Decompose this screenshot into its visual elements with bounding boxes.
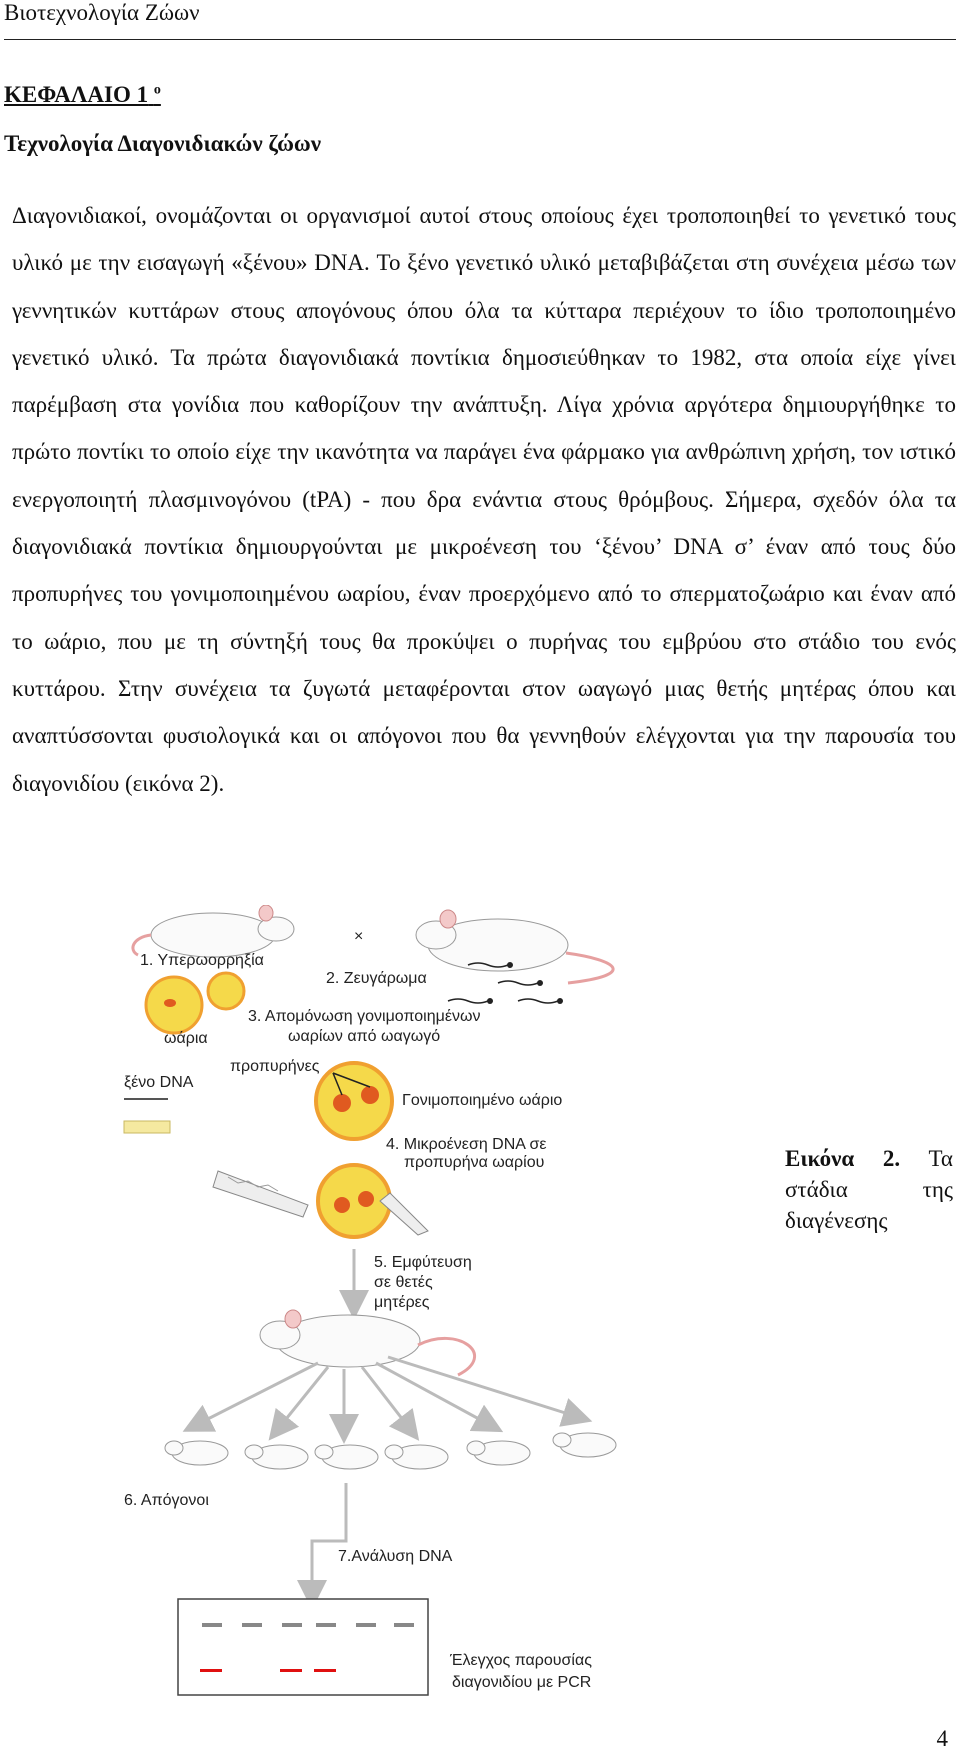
foreign-dna-label: ξένο DNA <box>124 1074 194 1091</box>
chapter-superscript: ο <box>153 82 161 98</box>
body-paragraph: Διαγονιδιακοί, ονομάζονται οι οργανισμοί αυτοί στους οποίους έχει τροποποιηθεί το γενετικό τους υλικό με την εισαγωγή «ξένου» DNA. Το ξένο γενετικό υλικό μεταβιβάζεται στη συνέχεια μέσω των γεννητικών κυττάρων στους απογόνους όπου όλα τα κύτταρα περιέχουν το ίδιο τροποποιημένο γενετικό υλικό. Τα πρώτα διαγονιδιακά ποντίκια δημοσιεύθηκαν το 1982, στα οποία είχε γίνει παρέμβαση στα γονίδια που καθορίζουν την ανάπτυξη. Λίγα χρόνια αργότερα δημιουργήθηκε το πρώτο ποντίκι το οποίο είχε την ικανότητα να παράγει ένα φάρμακο για ανθρώπινη χρήση, τον ιστικό ενεργοποιητή πλασμινογόνου (tPA) - που δρα ενάντια στους θρόμβους. Σήμερα, σχεδόν όλα τα διαγονιδιακά ποντίκια δημιουργούνται με μικροένεση του ‘ξένου’ DNA σ’ έναν από τους δύο προπυρήνες του γονιμοποιημένου ωαρίου, έναν προερχόμενο από το σπερματοζωάριο και έναν από το ωάριο, που με τη σύντηξή τους θα προκύψει ο πυρήνας του εμβρύου στο στάδιο του ενός κυττάρου. Στην συνέχεια τα ζυγωτά μεταφέρονται στον ωαγωγό μιας θετής μητέρας όπου και αναπτύσσονται φυσιολογικά και οι απόγονοι που θα γεννηθούν ελέγχονται για την παρουσία του διαγονιδίου (εικόνα 2). <box>12 203 956 796</box>
step5-label-line2: σε θετές <box>374 1274 433 1291</box>
caption-text: Τα στάδια της διαγένεσης <box>785 1146 953 1233</box>
eggs-icon <box>146 973 244 1033</box>
step4-label-line1: 4. Μικροένεση DNA σε <box>386 1136 547 1153</box>
step5-label-line1: 5. Εμφύτευση <box>374 1254 472 1271</box>
step5-label-line3: μητέρες <box>374 1294 430 1311</box>
pcr-label-line2: διαγονιδίου με PCR <box>452 1674 592 1691</box>
fertilized-egg-icon <box>316 1063 392 1139</box>
pcr-gel-icon <box>178 1599 428 1695</box>
fertilized-egg-label: Γονιμοποιημένο ωάριο <box>402 1092 563 1109</box>
chapter-subtitle: Τεχνολογία Διαγονιδιακών ζώων <box>4 131 322 156</box>
transgenesis-figure <box>118 905 674 1705</box>
step2-label: 2. Ζευγάρωμα <box>326 970 427 987</box>
step1-label: 1. Υπερωορρηξία <box>140 952 264 969</box>
microinjection-needle-icon <box>213 1165 428 1237</box>
step3-label-line1: 3. Απομόνωση γονιμοποιημένων <box>248 1008 481 1025</box>
step3-label-line2: ωαρίων από ωαγωγό <box>288 1028 441 1045</box>
pronuclei-label: προπυρήνες <box>230 1058 320 1075</box>
chapter-heading <box>4 82 161 108</box>
offspring-mice-icon <box>165 1433 616 1469</box>
page-number: 4 <box>936 1726 948 1751</box>
chapter-label: ΚΕΦΑΛΑΙΟ 1 <box>4 82 149 107</box>
cross-symbol: × <box>354 928 364 945</box>
caption-bold: Εικόνα 2. <box>785 1146 901 1171</box>
female-mouse-icon <box>133 905 294 957</box>
eggs-label: ωάρια <box>164 1030 208 1047</box>
pcr-label-line1: Έλεγχος παρουσίας <box>450 1652 592 1669</box>
header-rule <box>4 39 956 40</box>
step6-label: 6. Απόγονοι <box>124 1492 209 1509</box>
male-mouse-icon <box>416 910 613 983</box>
dna-fragment-icon <box>124 1099 170 1133</box>
step4-label-line2: προπυρήνα ωαρίου <box>404 1154 545 1171</box>
arrow-to-gel <box>312 1483 346 1595</box>
figure-caption <box>785 1143 953 1236</box>
offspring-arrows <box>196 1357 578 1429</box>
step7-label: 7.Ανάλυση DNA <box>338 1548 453 1565</box>
surrogate-mother-mouse-icon <box>260 1310 475 1375</box>
running-header: Βιοτεχνολογία Ζώων <box>4 0 200 25</box>
transgenesis-diagram <box>118 905 674 1705</box>
